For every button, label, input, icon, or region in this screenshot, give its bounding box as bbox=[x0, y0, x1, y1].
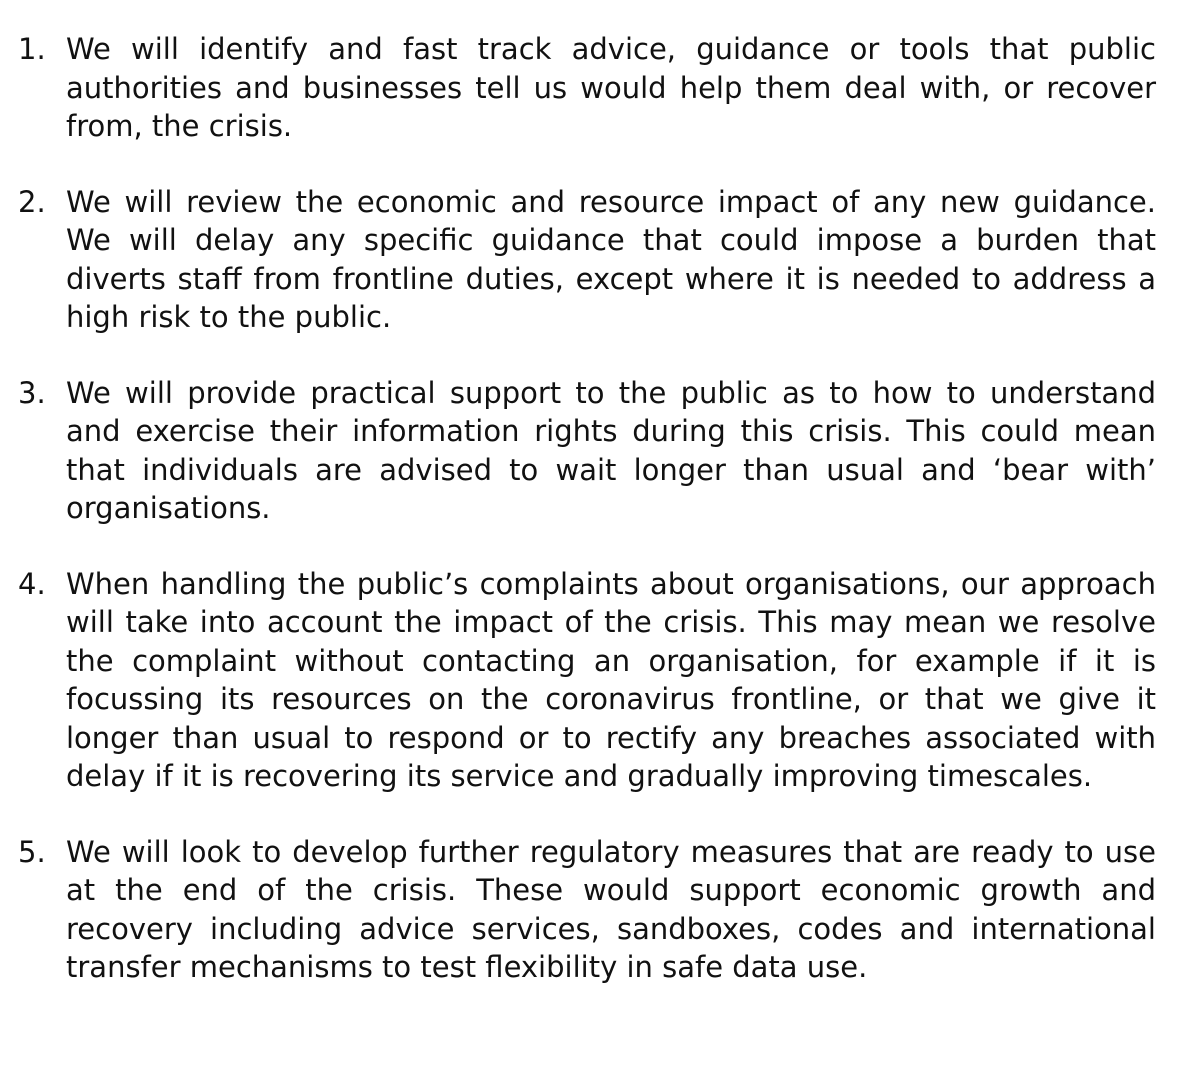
list-item-number: 4. bbox=[18, 566, 46, 601]
list-item-number: 5. bbox=[18, 834, 46, 869]
list-item-text: We will provide practical support to the public as to how to understand and exercise their information rights during this crisis. This could mean that individuals are advised to wait longer than usual and ‘bear with’ organisations. bbox=[66, 375, 1156, 525]
list-item-number: 3. bbox=[18, 375, 46, 410]
list-item-1 bbox=[18, 30, 1156, 146]
list-item-text: We will review the economic and resource impact of any new guidance. We will delay any specific guidance that could impose a burden that diverts staff from frontline duties, except where it is needed to address a high risk to the public. bbox=[66, 184, 1156, 334]
list-item-3 bbox=[18, 374, 1156, 528]
list-item-text: We will identify and fast track advice, guidance or tools that public authorities and businesses tell us would help them deal with, or recover from, the crisis. bbox=[66, 32, 1156, 143]
list-item-5 bbox=[18, 833, 1156, 987]
numbered-list bbox=[18, 30, 1156, 987]
list-item-text: When handling the public’s complaints about organisations, our approach will take into account the impact of the crisis. This may mean we resolve the complaint without contacting an organisation, for example if it is focussing its resources on the coronavirus frontline, or that we give it longer than usual to respond or to rectify any breaches associated with delay if it is recovering its service and gradually improving timescales. bbox=[66, 566, 1156, 793]
list-item-text: We will look to develop further regulatory measures that are ready to use at the end of the crisis. These would support economic growth and recovery including advice services, sandboxes, codes and international transfer mechanisms to test flexibility in safe data use. bbox=[66, 834, 1156, 984]
list-item-number: 1. bbox=[18, 32, 46, 66]
list-item-4 bbox=[18, 565, 1156, 796]
list-item-number: 2. bbox=[18, 184, 46, 219]
list-item-2 bbox=[18, 183, 1156, 337]
